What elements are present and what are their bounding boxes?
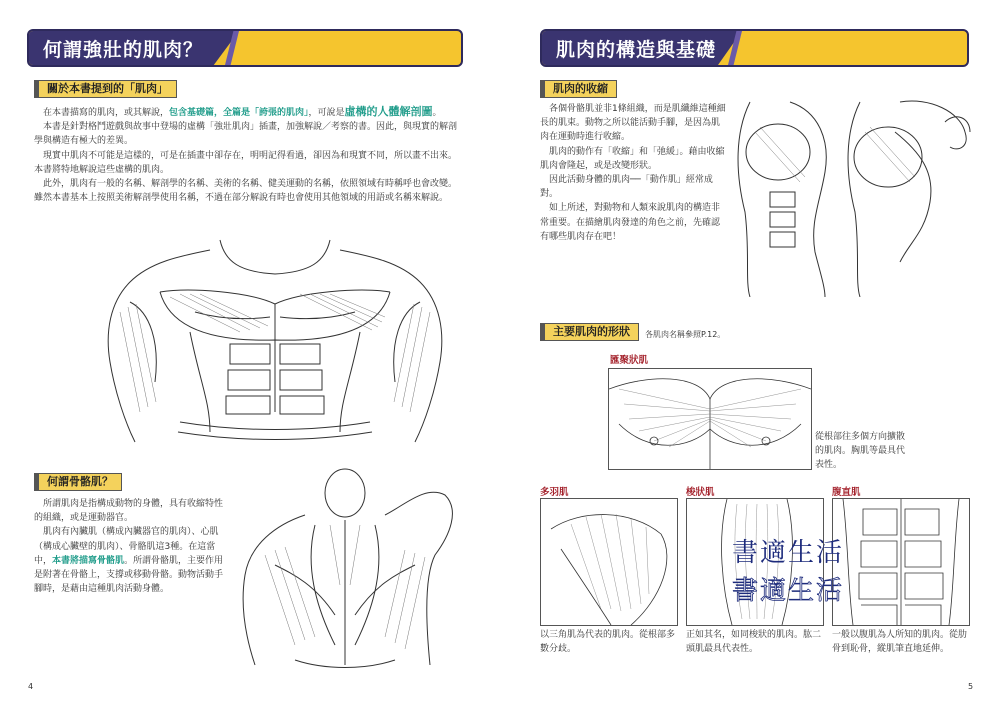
paragraph: 因此活動身體的肌肉──「動作肌」經常成對。	[540, 175, 713, 200]
multipennate-muscle-illustration	[540, 498, 678, 626]
paragraph: 所謂肌肉是指構成動物的身體，具有收縮特性的組織，或是運動器官。	[34, 499, 224, 524]
page-number-right: 5	[968, 682, 974, 691]
paragraph: 此外，肌肉有一般的名稱、解剖學的名稱、美術的名稱、健美運動的名稱，依照領域有時稱呼也會改變。雖然本書基本上按照美術解剖學使用名稱，不過在部分解說有時也會使用其他領域的用語或名稱來解說。	[34, 179, 458, 204]
right-page-title: 肌肉的構造與基礎	[556, 39, 717, 61]
muscle-name-reference-note: 各肌肉名稱參照P.12。	[645, 330, 726, 339]
left-title-bar	[27, 29, 463, 67]
fan-muscle-illustration	[608, 368, 812, 470]
multipennate-muscle-label: 多羽肌	[540, 487, 569, 498]
right-title-bar	[540, 29, 969, 67]
paragraph: 如上所述，對動物和人類來說肌肉的構造非常重要。在描繪肌肉發達的角色之前，先確認有哪些肌肉存在吧！	[540, 203, 721, 242]
multipennate-muscle-caption: 以三角肌為代表的肌肉。從根部多數分歧。	[540, 630, 676, 654]
section-heading-skeletal-muscle: 何謂骨骼肌？	[34, 473, 122, 491]
section-heading-main-muscle-shapes: 主要肌肉的形狀	[540, 323, 639, 341]
right-page	[500, 0, 1000, 707]
paragraph: 本書是針對格鬥遊戲與故事中登場的虛構「強壯肌肉」插畫，加強解說／考察的書。因此，與現實的解剖學與構造有極大的差異。	[34, 122, 458, 147]
fusiform-muscle-caption: 正如其名，如同梭狀的肌肉。肱二頭肌最具代表性。	[686, 630, 822, 654]
left-page-title: 何謂強壯的肌肉？	[43, 39, 204, 61]
fan-muscle-label: 匯聚狀肌	[610, 355, 649, 366]
watermark-text: 書適生活	[732, 538, 845, 568]
paragraph: 現實中肌肉不可能是這樣的，可是在插畫中卻存在，明明記得看過，卻因為和現實不同，所以畫不出來。本書將特地解說這些虛構的肌肉。	[34, 150, 458, 175]
arm-contraction-illustration	[730, 92, 985, 297]
paragraph: 肌肉的動作有「收縮」和「弛緩」。藉由收縮肌肉會隆起，或是改變形狀。	[540, 146, 725, 171]
rectus-muscle-label: 腹直肌	[832, 487, 861, 498]
paragraph: 各個骨骼肌並非1條組織，而是肌纖維這種細長的肌束。動物之所以能活動手腳，是因為肌肉在運動時進行收縮。	[540, 104, 726, 143]
rectus-muscle-illustration	[832, 498, 970, 626]
front-torso-muscle-illustration	[100, 232, 450, 450]
section-body-muscle-contraction	[540, 102, 726, 244]
page-number-left: 4	[28, 682, 34, 691]
paragraph: 肌肉有內臟肌（構成內臟器官的肌肉）、心肌（構成心臟壁的肌肉）、骨骼肌這3種。在這當中，本書將描寫骨骼肌。所謂骨骼肌，主要作用是附著在骨骼上，支撐或移動骨骼。動物活動手腳時，是藉由這種肌肉活動身體。	[34, 527, 224, 595]
watermark-outline-text: 書適生活	[732, 576, 845, 606]
section-body-skeletal-muscle	[34, 497, 230, 596]
paragraph: 在本書描寫的肌肉，或其解說，包含基礎篇，全篇是「誇張的肌肉」，可說是虛構的人體解剖圖。	[43, 105, 442, 118]
fusiform-muscle-label: 梭狀肌	[686, 487, 715, 498]
section-body-muscle-in-book	[34, 105, 464, 205]
section-heading-muscle-in-book: 關於本書提到的「肌肉」	[34, 80, 177, 98]
back-muscle-illustration	[235, 465, 460, 677]
fan-muscle-caption: 從根部往多個方向擴散的肌肉。胸肌等最具代表性。	[815, 432, 906, 470]
section-heading-muscle-contraction: 肌肉的收縮	[540, 80, 617, 98]
rectus-muscle-caption: 一般以腹肌為人所知的肌肉。從肋骨到恥骨，縱肌筆直地延伸。	[832, 630, 968, 654]
